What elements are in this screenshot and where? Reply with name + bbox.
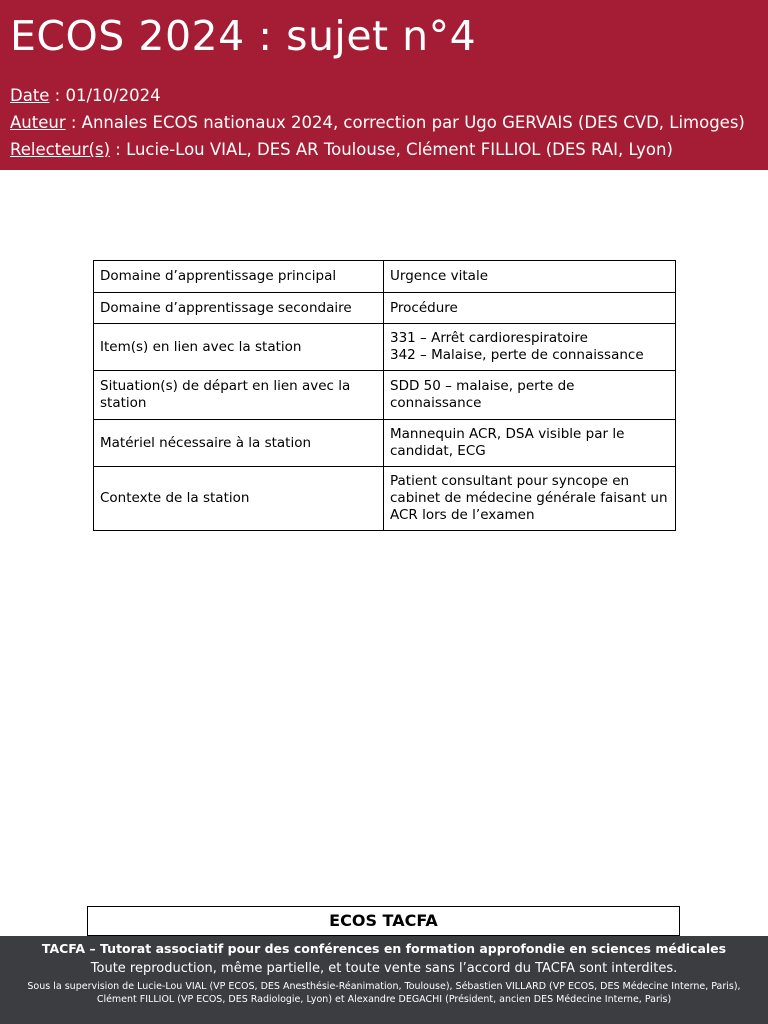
row-value: 331 – Arrêt cardiorespiratoire 342 – Malaise, perte de connaissance: [384, 324, 676, 371]
row-value: Patient consultant pour syncope en cabinet de médecine générale faisant un ACR lors de l’examen: [384, 467, 676, 531]
footer-ecos-box: ECOS TACFA: [87, 906, 680, 936]
table-row: [94, 467, 676, 531]
reviewer-value: : Lucie-Lou VIAL, DES AR Toulouse, Clément FILLIOL (DES RAI, Lyon): [110, 140, 673, 159]
table-row: [94, 420, 676, 467]
author-label: Auteur: [10, 113, 66, 132]
row-value: SDD 50 – malaise, perte de connaissance: [384, 371, 676, 420]
row-label: Domaine d’apprentissage principal: [94, 261, 384, 293]
page-title: ECOS 2024 : sujet n°4: [10, 12, 477, 60]
author-value: : Annales ECOS nationaux 2024, correction par Ugo GERVAIS (DES CVD, Limoges): [65, 113, 745, 132]
row-value: Urgence vitale: [384, 261, 676, 293]
row-label: Item(s) en lien avec la station: [94, 324, 384, 371]
table-row: [94, 371, 676, 420]
station-info-table: [93, 260, 676, 531]
row-label: Situation(s) de départ en lien avec la station: [94, 371, 384, 420]
row-value: Mannequin ACR, DSA visible par le candidat, ECG: [384, 420, 676, 467]
row-value: Procédure: [384, 293, 676, 324]
author-line: [10, 112, 745, 134]
row-label: Matériel nécessaire à la station: [94, 420, 384, 467]
date-line: [10, 85, 161, 107]
reviewer-line: [10, 139, 673, 161]
footer-banner: [0, 936, 768, 1024]
table-row: [94, 261, 676, 293]
table-row: [94, 324, 676, 371]
reviewer-label: Relecteur(s): [10, 140, 111, 159]
header-banner: [0, 0, 768, 170]
footer-title: TACFA – Tutorat associatif pour des conférences en formation approfondie en sciences médicales: [41, 941, 727, 956]
date-label: Date: [10, 86, 50, 105]
row-label: Contexte de la station: [94, 467, 384, 531]
date-value: : 01/10/2024: [49, 86, 161, 105]
footer-copyright: Toute reproduction, même partielle, et toute vente sans l’accord du TACFA sont interdites.: [90, 961, 678, 976]
table-row: [94, 293, 676, 324]
row-label: Domaine d’apprentissage secondaire: [94, 293, 384, 324]
footer-supervision: Sous la supervision de Lucie-Lou VIAL (VP ECOS, DES Anesthésie-Réanimation, Toulouse), Sébastien VILLARD (VP ECOS, DES Médecine Interne, Paris), Clément FILLIOL (VP ECOS, DES Radiologie, Lyon) et Alexandre DEGACHI (Président, ancien DES Médecine Interne, Paris): [27, 981, 741, 1005]
